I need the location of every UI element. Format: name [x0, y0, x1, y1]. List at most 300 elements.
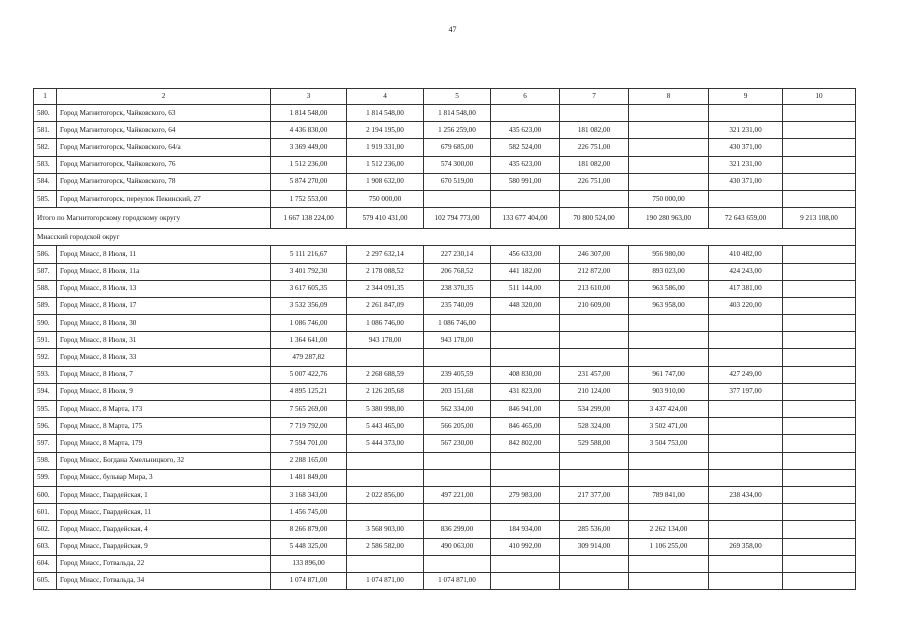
amount-cell: 231 457,00 — [560, 366, 629, 383]
amount-cell: 309 914,00 — [560, 538, 629, 555]
total-cell: 190 280 963,00 — [629, 208, 709, 229]
amount-cell: 1 919 331,00 — [347, 139, 424, 156]
amount-cell: 836 299,00 — [424, 521, 491, 538]
table-row — [34, 504, 856, 521]
amount-cell — [709, 452, 783, 469]
table-row — [34, 173, 856, 190]
amount-cell — [629, 332, 709, 349]
address-cell: Город Миасс, 8 Марта, 175 — [57, 418, 271, 435]
amount-cell — [783, 418, 856, 435]
amount-cell: 3 617 605,35 — [271, 280, 347, 297]
address-cell: Город Магнитогорск, Чайковского, 64 — [57, 122, 271, 139]
amount-cell: 1 086 746,00 — [271, 315, 347, 332]
amount-cell — [424, 469, 491, 486]
amount-cell: 1 752 553,00 — [271, 190, 347, 207]
amount-cell — [424, 452, 491, 469]
amount-cell: 238 370,35 — [424, 280, 491, 297]
amount-cell — [709, 418, 783, 435]
amount-cell: 235 740,09 — [424, 297, 491, 314]
amount-cell: 1 106 255,00 — [629, 538, 709, 555]
row-number: 595. — [34, 401, 57, 418]
amount-cell: 7 594 701,00 — [271, 435, 347, 452]
total-cell: 102 794 773,00 — [424, 208, 491, 229]
amount-cell: 1 814 548,00 — [424, 105, 491, 122]
amount-cell: 8 266 879,00 — [271, 521, 347, 538]
amount-cell: 1 074 871,00 — [347, 572, 424, 589]
amount-cell — [347, 555, 424, 572]
amount-cell — [560, 190, 629, 207]
amount-cell — [783, 190, 856, 207]
table-row — [34, 538, 856, 555]
row-number: 587. — [34, 263, 57, 280]
table-row — [34, 263, 856, 280]
amount-cell: 269 358,00 — [709, 538, 783, 555]
amount-cell: 846 465,00 — [491, 418, 560, 435]
amount-cell — [629, 156, 709, 173]
amount-cell: 210 609,00 — [560, 297, 629, 314]
table-row — [34, 366, 856, 383]
amount-cell — [560, 332, 629, 349]
column-header: 4 — [347, 89, 424, 105]
column-header-row — [34, 89, 856, 105]
amount-cell — [783, 349, 856, 366]
amount-cell: 956 980,00 — [629, 246, 709, 263]
budget-table — [33, 88, 856, 590]
amount-cell: 567 230,00 — [424, 435, 491, 452]
page-number: 47 — [448, 25, 457, 34]
column-header: 1 — [34, 89, 57, 105]
amount-cell: 7 719 792,00 — [271, 418, 347, 435]
row-number: 596. — [34, 418, 57, 435]
amount-cell — [347, 504, 424, 521]
amount-cell: 3 532 356,09 — [271, 297, 347, 314]
amount-cell: 203 151,68 — [424, 383, 491, 400]
amount-cell — [709, 469, 783, 486]
amount-cell: 943 178,00 — [347, 332, 424, 349]
address-cell: Город Миасс, 8 Июля, 11 — [57, 246, 271, 263]
row-number: 586. — [34, 246, 57, 263]
amount-cell — [783, 139, 856, 156]
amount-cell — [491, 190, 560, 207]
table-row — [34, 572, 856, 589]
amount-cell — [783, 504, 856, 521]
table-row — [34, 122, 856, 139]
amount-cell: 679 685,00 — [424, 139, 491, 156]
row-number: 598. — [34, 452, 57, 469]
amount-cell: 534 299,00 — [560, 401, 629, 418]
amount-cell — [783, 383, 856, 400]
table-row — [34, 383, 856, 400]
amount-cell: 217 377,00 — [560, 486, 629, 503]
address-cell: Город Миасс, 8 Июля, 11а — [57, 263, 271, 280]
amount-cell — [629, 349, 709, 366]
column-header: 10 — [783, 89, 856, 105]
amount-cell: 2 268 688,59 — [347, 366, 424, 383]
amount-cell — [424, 555, 491, 572]
table-row — [34, 435, 856, 452]
amount-cell: 582 524,00 — [491, 139, 560, 156]
amount-cell: 1 364 641,00 — [271, 332, 347, 349]
amount-cell: 279 983,00 — [491, 486, 560, 503]
amount-cell: 3 502 471,00 — [629, 418, 709, 435]
row-number: 605. — [34, 572, 57, 589]
amount-cell: 441 182,00 — [491, 263, 560, 280]
amount-cell: 133 896,00 — [271, 555, 347, 572]
column-header: 9 — [709, 89, 783, 105]
table-row — [34, 555, 856, 572]
amount-cell: 181 082,00 — [560, 156, 629, 173]
amount-cell: 1 908 632,00 — [347, 173, 424, 190]
address-cell: Город Миасс, 8 Июля, 30 — [57, 315, 271, 332]
amount-cell — [709, 504, 783, 521]
section-row — [34, 229, 856, 246]
row-number: 583. — [34, 156, 57, 173]
amount-cell — [491, 349, 560, 366]
total-cell: 72 643 659,00 — [709, 208, 783, 229]
total-label: Итого по Магнитогорскому городскому округу — [34, 208, 271, 229]
amount-cell: 239 405,59 — [424, 366, 491, 383]
amount-cell — [629, 469, 709, 486]
total-cell: 133 677 404,00 — [491, 208, 560, 229]
address-cell: Город Миасс, 8 Июля, 7 — [57, 366, 271, 383]
row-number: 597. — [34, 435, 57, 452]
amount-cell: 750 000,00 — [629, 190, 709, 207]
amount-cell: 479 287,82 — [271, 349, 347, 366]
amount-cell: 1 086 746,00 — [347, 315, 424, 332]
address-cell: Город Миасс, Гвардейская, 9 — [57, 538, 271, 555]
amount-cell: 321 231,00 — [709, 122, 783, 139]
amount-cell: 206 768,52 — [424, 263, 491, 280]
row-number: 585. — [34, 190, 57, 207]
row-number: 588. — [34, 280, 57, 297]
address-cell: Город Миасс, Готвальда, 22 — [57, 555, 271, 572]
amount-cell — [424, 190, 491, 207]
amount-cell — [347, 452, 424, 469]
amount-cell: 1 814 548,00 — [271, 105, 347, 122]
amount-cell — [629, 173, 709, 190]
address-cell: Город Миасс, 8 Июля, 31 — [57, 332, 271, 349]
address-cell: Город Миасс, 8 Июля, 17 — [57, 297, 271, 314]
amount-cell: 377 197,00 — [709, 383, 783, 400]
table-row — [34, 452, 856, 469]
column-header: 5 — [424, 89, 491, 105]
amount-cell — [783, 297, 856, 314]
address-cell: Город Миасс, Гвардейская, 11 — [57, 504, 271, 521]
amount-cell — [491, 555, 560, 572]
amount-cell: 528 324,00 — [560, 418, 629, 435]
address-cell: Город Магнитогорск, Чайковского, 64/а — [57, 139, 271, 156]
amount-cell: 1 256 259,00 — [424, 122, 491, 139]
amount-cell: 4 895 125,21 — [271, 383, 347, 400]
amount-cell: 943 178,00 — [424, 332, 491, 349]
amount-cell: 2 261 847,09 — [347, 297, 424, 314]
amount-cell — [491, 504, 560, 521]
address-cell: Город Миасс, Богдана Хмельницкого, 32 — [57, 452, 271, 469]
table-row — [34, 105, 856, 122]
amount-cell — [560, 452, 629, 469]
total-row — [34, 208, 856, 229]
address-cell: Город Миасс, 8 Июля, 13 — [57, 280, 271, 297]
amount-cell: 842 802,00 — [491, 435, 560, 452]
amount-cell: 435 623,00 — [491, 156, 560, 173]
amount-cell: 431 823,00 — [491, 383, 560, 400]
row-number: 602. — [34, 521, 57, 538]
amount-cell — [783, 315, 856, 332]
amount-cell: 2 022 856,00 — [347, 486, 424, 503]
table-row — [34, 469, 856, 486]
total-cell: 579 410 431,00 — [347, 208, 424, 229]
amount-cell: 226 751,00 — [560, 173, 629, 190]
amount-cell — [491, 332, 560, 349]
amount-cell: 1 814 548,00 — [347, 105, 424, 122]
total-cell: 70 800 524,00 — [560, 208, 629, 229]
amount-cell: 403 220,00 — [709, 297, 783, 314]
row-number: 603. — [34, 538, 57, 555]
amount-cell: 961 747,00 — [629, 366, 709, 383]
amount-cell — [347, 469, 424, 486]
table-row — [34, 521, 856, 538]
amount-cell — [783, 538, 856, 555]
amount-cell: 427 249,00 — [709, 366, 783, 383]
amount-cell — [560, 105, 629, 122]
amount-cell: 456 633,00 — [491, 246, 560, 263]
row-number: 594. — [34, 383, 57, 400]
amount-cell: 2 194 195,00 — [347, 122, 424, 139]
address-cell: Город Миасс, 8 Марта, 173 — [57, 401, 271, 418]
row-number: 591. — [34, 332, 57, 349]
total-cell: 1 667 138 224,00 — [271, 208, 347, 229]
amount-cell — [709, 401, 783, 418]
amount-cell — [560, 572, 629, 589]
amount-cell: 2 297 632,14 — [347, 246, 424, 263]
amount-cell: 1 074 871,00 — [271, 572, 347, 589]
amount-cell: 210 124,00 — [560, 383, 629, 400]
row-number: 589. — [34, 297, 57, 314]
row-number: 593. — [34, 366, 57, 383]
amount-cell — [491, 105, 560, 122]
table-row — [34, 156, 856, 173]
amount-cell — [783, 521, 856, 538]
amount-cell — [783, 263, 856, 280]
amount-cell: 2 262 134,00 — [629, 521, 709, 538]
amount-cell — [783, 572, 856, 589]
table-row — [34, 401, 856, 418]
amount-cell — [783, 246, 856, 263]
row-number: 601. — [34, 504, 57, 521]
amount-cell — [629, 504, 709, 521]
row-number: 599. — [34, 469, 57, 486]
amount-cell: 408 830,00 — [491, 366, 560, 383]
address-cell: Город Миасс, 8 Июля, 33 — [57, 349, 271, 366]
address-cell: Город Миасс, 8 Июля, 9 — [57, 383, 271, 400]
amount-cell: 1 074 871,00 — [424, 572, 491, 589]
table-row — [34, 486, 856, 503]
amount-cell — [709, 190, 783, 207]
amount-cell — [629, 122, 709, 139]
amount-cell — [560, 555, 629, 572]
column-header: 8 — [629, 89, 709, 105]
address-cell: Город Магнитогорск, Чайковского, 76 — [57, 156, 271, 173]
amount-cell: 2 586 582,00 — [347, 538, 424, 555]
amount-cell — [560, 469, 629, 486]
amount-cell: 3 568 903,00 — [347, 521, 424, 538]
amount-cell — [709, 105, 783, 122]
amount-cell — [783, 173, 856, 190]
amount-cell: 750 000,00 — [347, 190, 424, 207]
amount-cell: 410 482,00 — [709, 246, 783, 263]
amount-cell — [783, 469, 856, 486]
amount-cell: 529 588,00 — [560, 435, 629, 452]
amount-cell: 238 434,00 — [709, 486, 783, 503]
column-header: 2 — [57, 89, 271, 105]
amount-cell: 5 874 270,00 — [271, 173, 347, 190]
amount-cell: 430 371,00 — [709, 173, 783, 190]
amount-cell: 574 300,00 — [424, 156, 491, 173]
table-row — [34, 315, 856, 332]
amount-cell: 430 371,00 — [709, 139, 783, 156]
amount-cell — [783, 452, 856, 469]
amount-cell: 963 586,00 — [629, 280, 709, 297]
amount-cell — [783, 555, 856, 572]
amount-cell: 511 144,00 — [491, 280, 560, 297]
table-row — [34, 139, 856, 156]
amount-cell — [560, 315, 629, 332]
amount-cell: 3 437 424,00 — [629, 401, 709, 418]
column-header: 7 — [560, 89, 629, 105]
amount-cell — [629, 105, 709, 122]
amount-cell: 5 380 998,00 — [347, 401, 424, 418]
amount-cell — [629, 452, 709, 469]
amount-cell — [783, 366, 856, 383]
total-cell: 9 213 108,00 — [783, 208, 856, 229]
amount-cell: 893 023,00 — [629, 263, 709, 280]
table-row — [34, 349, 856, 366]
amount-cell: 424 243,00 — [709, 263, 783, 280]
amount-cell: 2 178 088,52 — [347, 263, 424, 280]
amount-cell: 226 751,00 — [560, 139, 629, 156]
amount-cell: 184 934,00 — [491, 521, 560, 538]
amount-cell — [709, 555, 783, 572]
address-cell: Город Миасс, Гвардейская, 1 — [57, 486, 271, 503]
amount-cell — [783, 122, 856, 139]
amount-cell — [709, 315, 783, 332]
amount-cell: 903 910,00 — [629, 383, 709, 400]
table-row — [34, 246, 856, 263]
amount-cell: 3 504 753,00 — [629, 435, 709, 452]
amount-cell — [629, 139, 709, 156]
amount-cell: 5 444 373,00 — [347, 435, 424, 452]
amount-cell — [783, 105, 856, 122]
amount-cell: 3 369 449,00 — [271, 139, 347, 156]
amount-cell: 4 436 830,00 — [271, 122, 347, 139]
address-cell: Город Миасс, 8 Марта, 179 — [57, 435, 271, 452]
amount-cell — [560, 504, 629, 521]
row-number: 584. — [34, 173, 57, 190]
amount-cell — [491, 572, 560, 589]
amount-cell: 1 086 746,00 — [424, 315, 491, 332]
amount-cell — [709, 435, 783, 452]
amount-cell: 1 481 849,00 — [271, 469, 347, 486]
amount-cell: 181 082,00 — [560, 122, 629, 139]
amount-cell — [783, 280, 856, 297]
section-title: Миасский городской округ — [34, 229, 856, 246]
table-row — [34, 190, 856, 207]
amount-cell — [709, 521, 783, 538]
amount-cell: 5 443 465,00 — [347, 418, 424, 435]
amount-cell — [424, 504, 491, 521]
amount-cell: 3 401 792,30 — [271, 263, 347, 280]
amount-cell — [347, 349, 424, 366]
amount-cell: 2 288 165,00 — [271, 452, 347, 469]
amount-cell: 435 623,00 — [491, 122, 560, 139]
table-row — [34, 297, 856, 314]
amount-cell: 497 221,00 — [424, 486, 491, 503]
amount-cell: 285 536,00 — [560, 521, 629, 538]
row-number: 600. — [34, 486, 57, 503]
row-number: 592. — [34, 349, 57, 366]
row-number: 580. — [34, 105, 57, 122]
address-cell: Город Магнитогорск, переулок Пекинский, 27 — [57, 190, 271, 207]
table-row — [34, 418, 856, 435]
amount-cell: 2 344 091,35 — [347, 280, 424, 297]
amount-cell — [709, 349, 783, 366]
amount-cell — [783, 332, 856, 349]
amount-cell: 321 231,00 — [709, 156, 783, 173]
amount-cell — [783, 401, 856, 418]
amount-cell — [560, 349, 629, 366]
amount-cell: 212 872,00 — [560, 263, 629, 280]
amount-cell — [424, 349, 491, 366]
amount-cell: 7 565 269,00 — [271, 401, 347, 418]
amount-cell: 3 168 343,00 — [271, 486, 347, 503]
amount-cell: 213 610,00 — [560, 280, 629, 297]
amount-cell: 417 381,00 — [709, 280, 783, 297]
amount-cell — [491, 452, 560, 469]
address-cell: Город Миасс, бульвар Мира, 3 — [57, 469, 271, 486]
amount-cell: 562 334,00 — [424, 401, 491, 418]
row-number: 590. — [34, 315, 57, 332]
amount-cell: 566 205,00 — [424, 418, 491, 435]
amount-cell: 2 126 205,68 — [347, 383, 424, 400]
amount-cell — [491, 315, 560, 332]
row-number: 582. — [34, 139, 57, 156]
amount-cell — [629, 555, 709, 572]
amount-cell: 448 320,00 — [491, 297, 560, 314]
column-header: 3 — [271, 89, 347, 105]
amount-cell: 1 456 745,00 — [271, 504, 347, 521]
amount-cell: 246 307,00 — [560, 246, 629, 263]
amount-cell — [783, 435, 856, 452]
column-header: 6 — [491, 89, 560, 105]
row-number: 581. — [34, 122, 57, 139]
amount-cell: 963 958,00 — [629, 297, 709, 314]
amount-cell — [629, 315, 709, 332]
amount-cell — [629, 572, 709, 589]
address-cell: Город Магнитогорск, Чайковского, 78 — [57, 173, 271, 190]
amount-cell: 1 512 236,00 — [271, 156, 347, 173]
amount-cell: 5 448 325,00 — [271, 538, 347, 555]
amount-cell: 789 841,00 — [629, 486, 709, 503]
amount-cell: 5 007 422,76 — [271, 366, 347, 383]
address-cell: Город Миасс, Гвардейская, 4 — [57, 521, 271, 538]
amount-cell: 490 063,00 — [424, 538, 491, 555]
address-cell: Город Миасс, Готвальда, 34 — [57, 572, 271, 589]
amount-cell — [709, 572, 783, 589]
amount-cell — [709, 332, 783, 349]
amount-cell: 5 111 216,67 — [271, 246, 347, 263]
table-row — [34, 332, 856, 349]
row-number: 604. — [34, 555, 57, 572]
